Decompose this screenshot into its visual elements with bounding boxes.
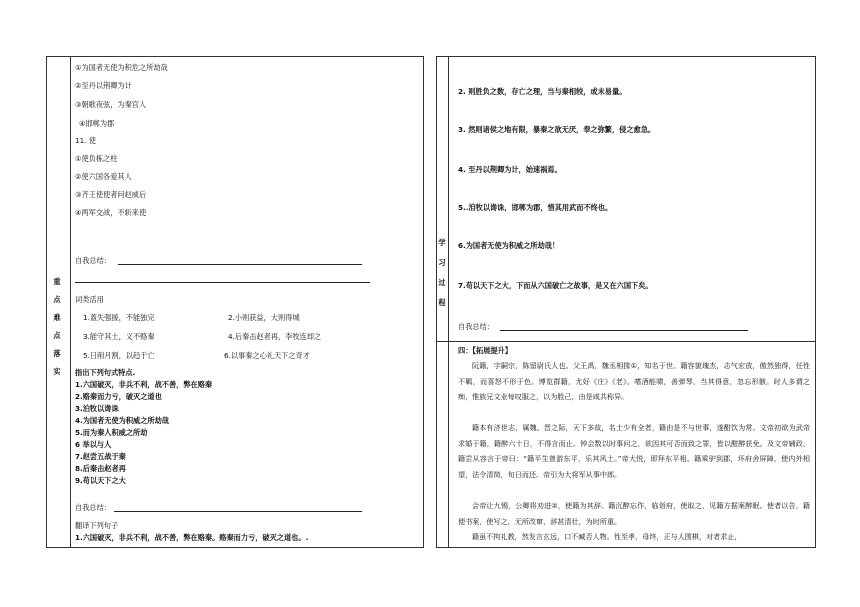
judge-title: 指出下列句式特点. (75, 368, 136, 377)
judge-item-6: 6 举以与人 (75, 440, 112, 449)
right-row-divider (436, 341, 816, 342)
judge-item-3: 3.泊牧以谗诛 (75, 404, 119, 413)
right-item-7: 7.苟以天下之大，下而从六国破亡之故事，是又在六国下矣。 (458, 281, 653, 290)
judge-item-1: 1.六国破灭，非兵不利，战不善，弊在赂秦 (75, 380, 213, 389)
left-item-2: ②至丹以荆卿为计 (75, 81, 132, 90)
left-item-3: ③朝歌夜弦，为秦宫人 (75, 100, 147, 109)
use-item-1: ①使负栋之柱 (75, 154, 118, 163)
extension-paragraph-3: 会帝让九锡，公卿将劝进②，使籍为其辞。籍沉醉忘作，临诣府，使取之，见籍方据案醉眠。使者以告，籍便书案，使写之，无所改窜，辞甚清壮，为时所重。 (458, 501, 810, 526)
cihuo-title: 词类活用 (75, 295, 104, 304)
judge-item-9: 9.苟以天下之大 (75, 476, 126, 485)
judge-item-8: 8.后秦击赵者再 (75, 464, 126, 473)
self-summary2-label: 自我总结： (75, 503, 111, 512)
right-item-2: 2. 则胜负之数，存亡之理，当与秦相较，或未易量。 (458, 87, 627, 96)
cihuo-5: 5.日削月割，以趋于亡 (83, 351, 155, 360)
left-side-label-1: 重 (53, 277, 61, 286)
section4-title: 四：【拓展提升】 (458, 346, 512, 355)
right-item-4: 4. 至丹以荆卿为计，始速祸焉。 (458, 165, 562, 174)
judge-item-5: 5.而为秦人积威之所劫 (75, 428, 148, 437)
translate-title: 翻译下列句子 (75, 521, 119, 530)
judge-item-4: 4.为国者无使为积威之所劫哉 (75, 416, 169, 425)
use-item-2: ②使六国各爱其人 (75, 172, 132, 181)
use-item-4: ④两军交战，不斩来使 (75, 208, 147, 217)
extension-paragraph-2: 籍本有济世志，属魏、晋之际，天下多故，名士少有全者，籍由是不与世事，遂酣饮为常。文帝初欲为武帝求婚于籍，籍醉六十日，不得言而止。钟会数以时事问之，欲因其可否而致之罪，皆以酣醉获免。及文帝辅政，籍尝从容言于帝曰：“籍平生曾游东平，乐其风土。”帝大悦，即拜东平相。籍乘驴到郡，坏府舍屏障，使内外相望，法令清简，旬日而还。帝引为大将军从事中郎。 (458, 423, 810, 479)
left-side-label-2: 点 (53, 295, 61, 304)
left-side-label-3: 难 (53, 313, 61, 322)
extension-paragraph-1: 阮籍，字嗣宗，陈留尉氏人也。父王禹，魏丞相掾①，知名于世。籍容貌瑰杰，志气宏放，傲然独得，任性不羁，而喜怒不形于色。博览群籍，尤好《庄》《老》。嗜酒能啸，善弹琴，当其得意，忽忘形骸。时人多谓之痴，惟族兄文业每叹服之，以为胜己，由是咸共称异。 (458, 361, 810, 402)
cihuo-4: 4.后秦击赵者再，李牧连却之 (228, 332, 322, 341)
right-self-summary-label: 自我总结： (458, 322, 494, 331)
self-summary-label: 自我总结： (75, 256, 111, 265)
cihuo-2: 2.小则获益，大则得城 (228, 313, 300, 322)
right-self-summary-line[interactable] (500, 330, 748, 331)
self-summary2-line[interactable] (114, 511, 362, 512)
left-item-4: ④邯郸为郡 (79, 119, 115, 128)
cihuo-6: 6.以事秦之心礼天下之奇才 (224, 351, 310, 360)
self-summary-line[interactable] (118, 264, 362, 265)
left-side-label-6: 实 (53, 367, 61, 376)
right-side-label-1: 学 (438, 238, 446, 247)
right-item-3: 3. 然则诸侯之地有限，暴秦之欲无厌，奉之弥繁，侵之愈急。 (458, 125, 656, 134)
extension-paragraph-4: 籍虽不拘礼教，然发言玄远，口不臧否人物。性至孝，母终，正与人围棋，对者求止， (472, 532, 742, 541)
left-side-label-5: 落 (53, 349, 61, 358)
cihuo-3: 3.能守其土，义不赂秦 (83, 332, 155, 341)
translate-1: 1.六国破灭，非兵不利，战不善，弊在赂秦。赂秦而力亏，破灭之道也。. (75, 533, 309, 542)
cihuo-1: 1.蓋失强援，不能独完 (83, 313, 155, 322)
left-column-divider (70, 56, 71, 548)
use-item-3: ③齐王使使者问赵威后 (75, 190, 147, 199)
judge-item-7: 7.赵尝五战于秦 (75, 452, 126, 461)
left-side-label-4: 点 (53, 331, 61, 340)
right-side-label-4: 程 (438, 298, 446, 307)
right-item-6: 6.为国者无使为积威之所劫哉！ (458, 241, 560, 250)
item11-label: 11. 使 (75, 136, 96, 145)
judge-item-2: 2.赂秦而力亏，破灭之道也 (75, 392, 162, 401)
right-column-divider (448, 56, 449, 548)
left-item-1: ①为国者无使为积危之所劫哉 (75, 63, 168, 72)
self-summary-line-2[interactable] (75, 282, 370, 283)
right-side-label-2: 习 (438, 258, 446, 267)
right-item-5: 5..洎牧以谗诛，邯郸为郡，惜其用武而不终也。 (458, 203, 613, 212)
right-side-label-3: 过 (438, 278, 446, 287)
